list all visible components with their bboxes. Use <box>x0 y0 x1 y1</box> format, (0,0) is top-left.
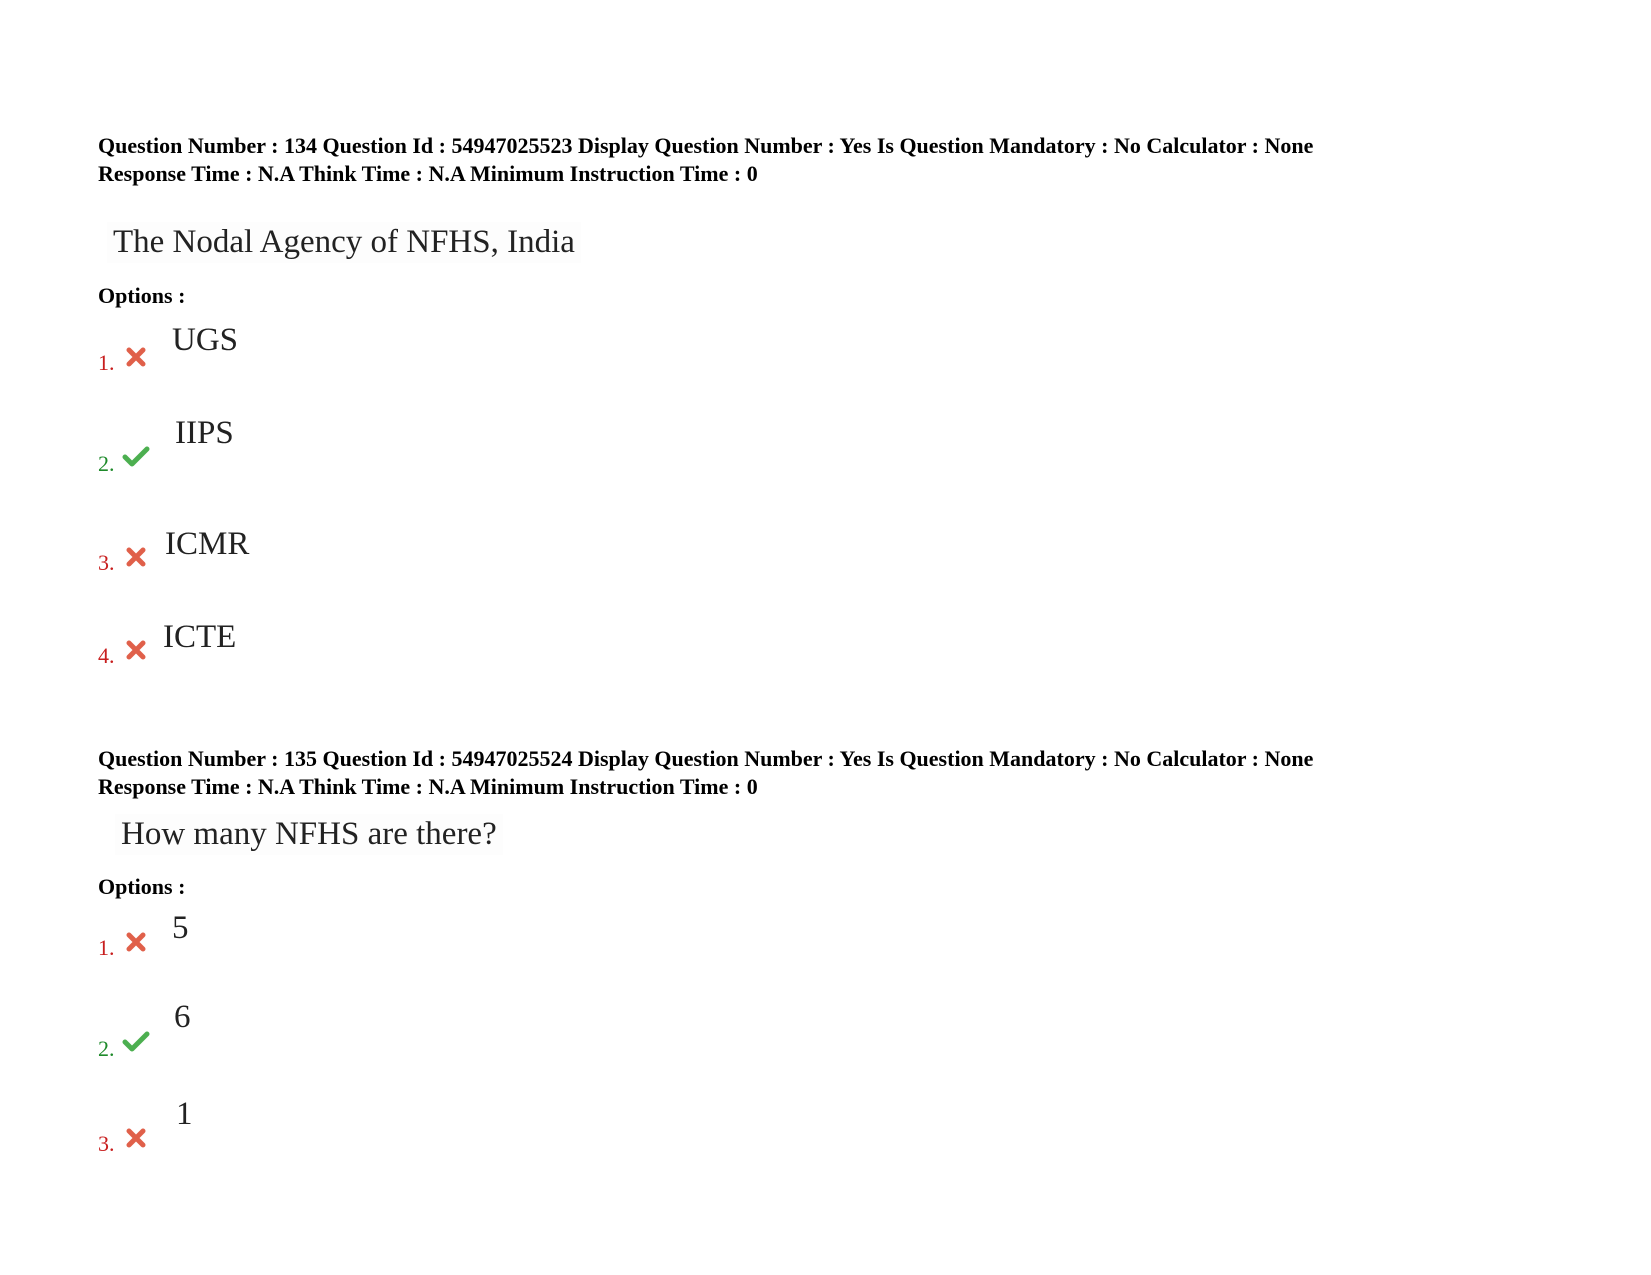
question-134-options-label: Options : <box>98 283 186 308</box>
check-icon <box>122 1030 150 1052</box>
question-134-text: The Nodal Agency of NFHS, India <box>107 222 581 263</box>
question-134-meta-line2: Response Time : N.A Think Time : N.A Minimum Instruction Time : 0 <box>98 161 758 186</box>
question-134-option-3-text: ICMR <box>165 526 250 562</box>
question-134-option-4-number: 4. <box>98 643 115 668</box>
question-135-option-1-number: 1. <box>98 935 115 960</box>
question-135-option-2-number: 2. <box>98 1036 115 1061</box>
question-134-option-4-text: ICTE <box>163 619 237 655</box>
question-134-option-3-number: 3. <box>98 550 115 575</box>
cross-icon <box>124 931 148 953</box>
question-135-options-label: Options : <box>98 874 186 899</box>
question-135-option-3-text: 1 <box>176 1096 193 1132</box>
question-135-meta-line1: Question Number : 135 Question Id : 54947025524 Display Question Number : Yes Is Question Mandatory : No Calculator : None <box>98 746 1314 771</box>
question-134-option-1-number: 1. <box>98 350 115 375</box>
cross-icon <box>124 346 148 368</box>
question-135-option-1-text: 5 <box>172 910 189 946</box>
question-134-option-2-text: IIPS <box>175 415 234 451</box>
question-135-option-2-text: 6 <box>174 999 191 1035</box>
cross-icon <box>124 546 148 568</box>
check-icon <box>122 445 150 467</box>
cross-icon <box>124 1127 148 1149</box>
question-134-option-2-number: 2. <box>98 451 115 476</box>
question-135-option-3-number: 3. <box>98 1131 115 1156</box>
question-135-meta-line2: Response Time : N.A Think Time : N.A Minimum Instruction Time : 0 <box>98 774 758 799</box>
question-134-meta-line1: Question Number : 134 Question Id : 54947025523 Display Question Number : Yes Is Question Mandatory : No Calculator : None <box>98 133 1314 158</box>
question-134-option-1-text: UGS <box>172 322 239 358</box>
cross-icon <box>124 639 148 661</box>
question-135-text: How many NFHS are there? <box>115 814 503 855</box>
